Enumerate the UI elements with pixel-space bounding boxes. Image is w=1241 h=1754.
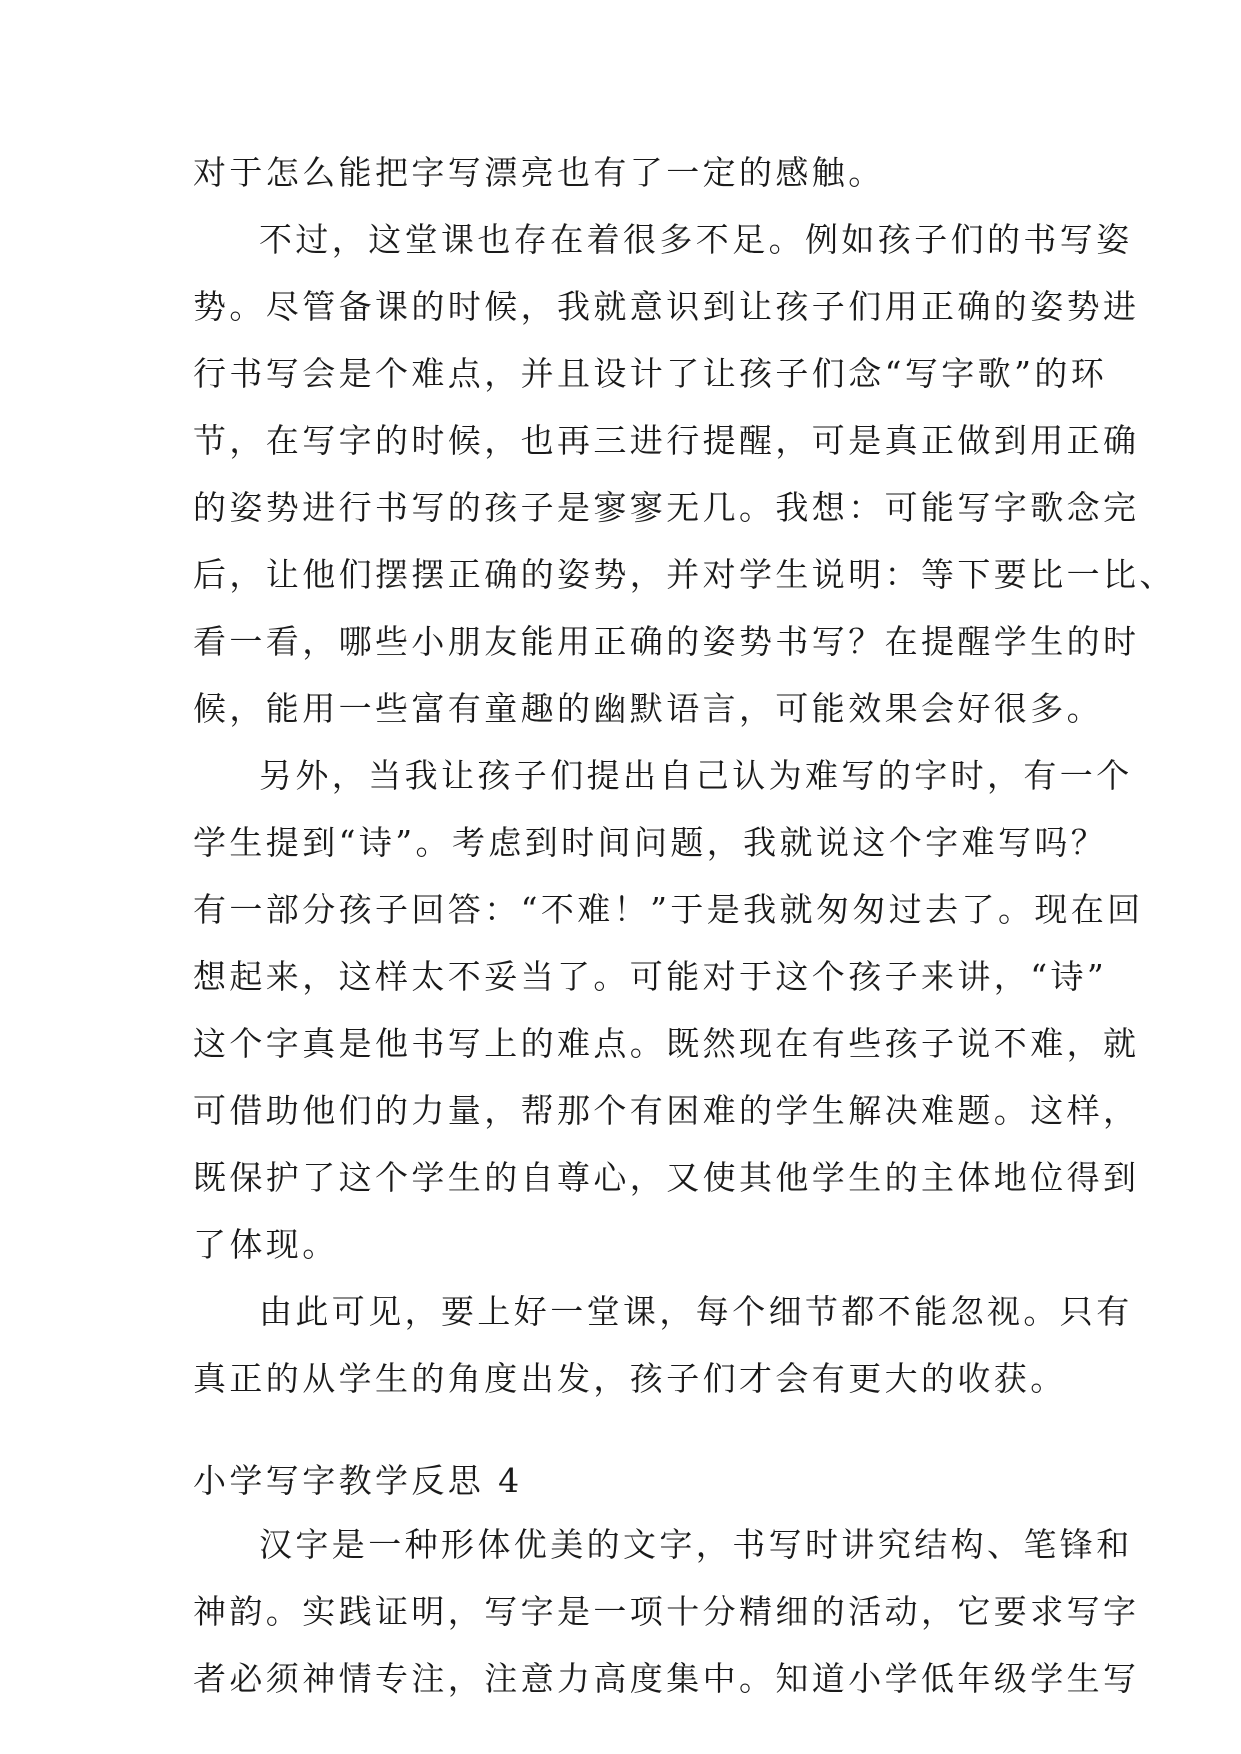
text-line: 了体现。 — [193, 1225, 339, 1264]
text-line: 节，在写字的时候，也再三进行提醒，可是真正做到用正确 — [193, 421, 1140, 460]
text-line: 对于怎么能把字写漂亮也有了一定的感触。 — [193, 153, 885, 192]
paragraph-first-line: 不过，这堂课也存在着很多不足。例如孩子们的书写姿 — [259, 220, 1133, 259]
text-line: 候，能用一些富有童趣的幽默语言，可能效果会好很多。 — [193, 689, 1103, 728]
text-line: 后，让他们摆摆正确的姿势，并对学生说明：等下要比一比、 — [193, 555, 1176, 594]
text-line: 势。尽管备课的时候，我就意识到让孩子们用正确的姿势进 — [193, 287, 1140, 326]
text-line: 想起来，这样太不妥当了。可能对于这个孩子来讲，“诗” — [193, 957, 1108, 996]
text-line: 真正的从学生的角度出发，孩子们才会有更大的收获。 — [193, 1359, 1067, 1398]
paragraph-first-line: 另外，当我让孩子们提出自己认为难写的字时，有一个 — [259, 756, 1133, 795]
text-line: 有一部分孩子回答：“不难！”于是我就匆匆过去了。现在回 — [193, 890, 1144, 929]
paragraph-first-line: 汉字是一种形体优美的文字，书写时讲究结构、笔锋和 — [259, 1525, 1133, 1564]
text-line: 者必须神情专注，注意力高度集中。知道小学低年级学生写 — [193, 1659, 1140, 1698]
paragraph-first-line: 由此可见，要上好一堂课，每个细节都不能忽视。只有 — [259, 1292, 1133, 1331]
text-line: 学生提到“诗”。考虑到时间问题，我就说这个字难写吗？ — [193, 823, 1108, 862]
document-body — [193, 153, 1176, 1698]
text-line: 的姿势进行书写的孩子是寥寥无几。我想：可能写字歌念完 — [193, 488, 1140, 527]
text-line: 这个字真是他书写上的难点。既然现在有些孩子说不难，就 — [193, 1024, 1140, 1063]
text-line: 既保护了这个学生的自尊心，又使其他学生的主体地位得到 — [193, 1158, 1140, 1197]
text-line: 看一看，哪些小朋友能用正确的姿势书写？在提醒学生的时 — [193, 622, 1140, 661]
text-line: 神韵。实践证明，写字是一项十分精细的活动，它要求写字 — [193, 1592, 1140, 1631]
section-heading: 小学写字教学反思 4 — [193, 1461, 523, 1500]
text-line: 行书写会是个难点，并且设计了让孩子们念“写字歌”的环 — [193, 354, 1108, 393]
text-line: 可借助他们的力量，帮那个有困难的学生解决难题。这样， — [193, 1091, 1140, 1130]
